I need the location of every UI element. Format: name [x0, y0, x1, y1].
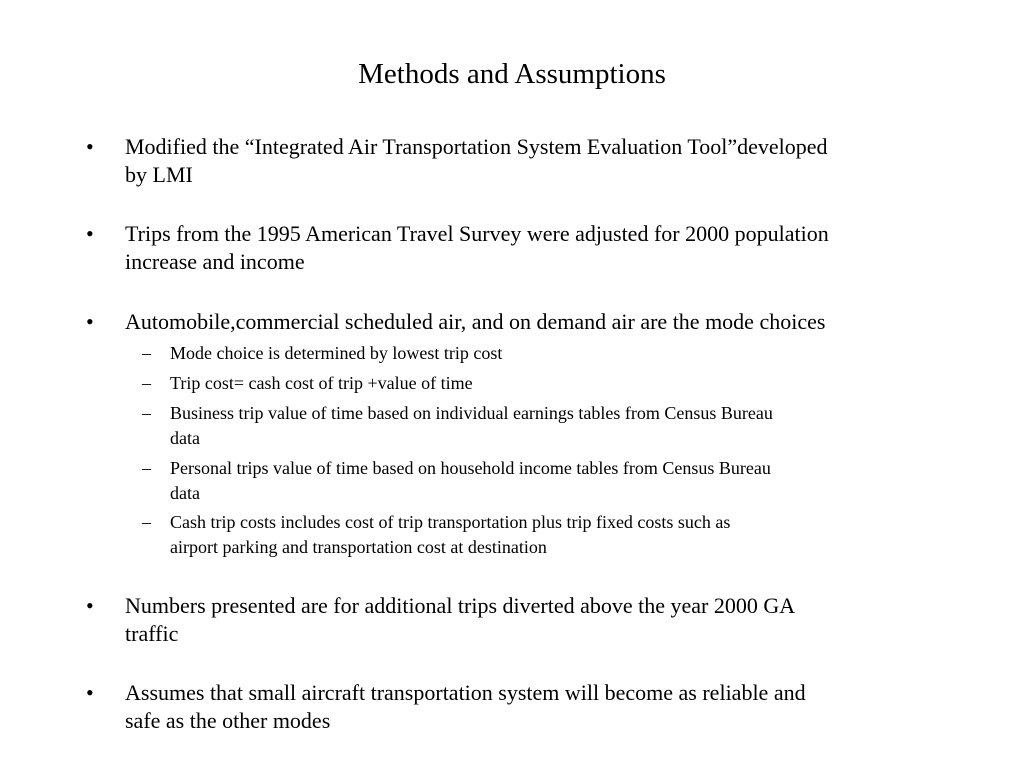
sub-bullet-line: Mode choice is determined by lowest trip cost — [170, 343, 503, 363]
bullet-line: Numbers presented are for additional trips diverted above the year 2000 GA — [125, 593, 796, 618]
sub-bullet-line: data — [170, 428, 200, 448]
slide-title: Methods and Assumptions — [358, 58, 666, 90]
bullet-text — [125, 679, 955, 735]
sub-bullet-text — [170, 456, 960, 506]
bullet-line: Automobile,commercial scheduled air, and on demand air are the mode choices — [125, 309, 826, 334]
bullet-marker: • — [86, 221, 94, 246]
sub-bullet-line: Trip cost= cash cost of trip +value of time — [170, 373, 473, 393]
bullet-text — [125, 308, 955, 336]
sub-bullet-text — [170, 341, 960, 366]
bullet-marker: • — [86, 680, 94, 705]
dash-marker: – — [142, 512, 151, 532]
sub-bullet-text — [170, 510, 960, 560]
bullet-line: Trips from the 1995 American Travel Survey were adjusted for 2000 population — [125, 221, 829, 246]
bullet-marker: • — [86, 134, 94, 159]
sub-bullet-text — [170, 371, 960, 396]
bullet-text — [125, 133, 955, 189]
bullet-line: Modified the “Integrated Air Transportation System Evaluation Tool”developed — [125, 134, 828, 159]
bullet-line: safe as the other modes — [125, 708, 331, 733]
sub-bullet-line: Personal trips value of time based on household income tables from Census Bureau — [170, 458, 771, 478]
sub-bullet-line: Business trip value of time based on individual earnings tables from Census Bureau — [170, 403, 773, 423]
bullet-line: Assumes that small aircraft transportation system will become as reliable and — [125, 680, 806, 705]
sub-bullet-line: Cash trip costs includes cost of trip transportation plus trip fixed costs such as — [170, 512, 731, 532]
bullet-text — [125, 220, 955, 276]
dash-marker: – — [142, 458, 151, 478]
sub-bullet-line: data — [170, 483, 200, 503]
dash-marker: – — [142, 373, 151, 393]
bullet-marker: • — [86, 593, 94, 618]
bullet-line: increase and income — [125, 249, 305, 274]
bullet-line: traffic — [125, 621, 179, 646]
bullet-text — [125, 592, 955, 648]
bullet-line: by LMI — [125, 162, 193, 187]
dash-marker: – — [142, 403, 151, 423]
sub-bullet-text — [170, 401, 960, 451]
sub-bullet-line: airport parking and transportation cost at destination — [170, 537, 547, 557]
dash-marker: – — [142, 343, 151, 363]
bullet-marker: • — [86, 309, 94, 334]
